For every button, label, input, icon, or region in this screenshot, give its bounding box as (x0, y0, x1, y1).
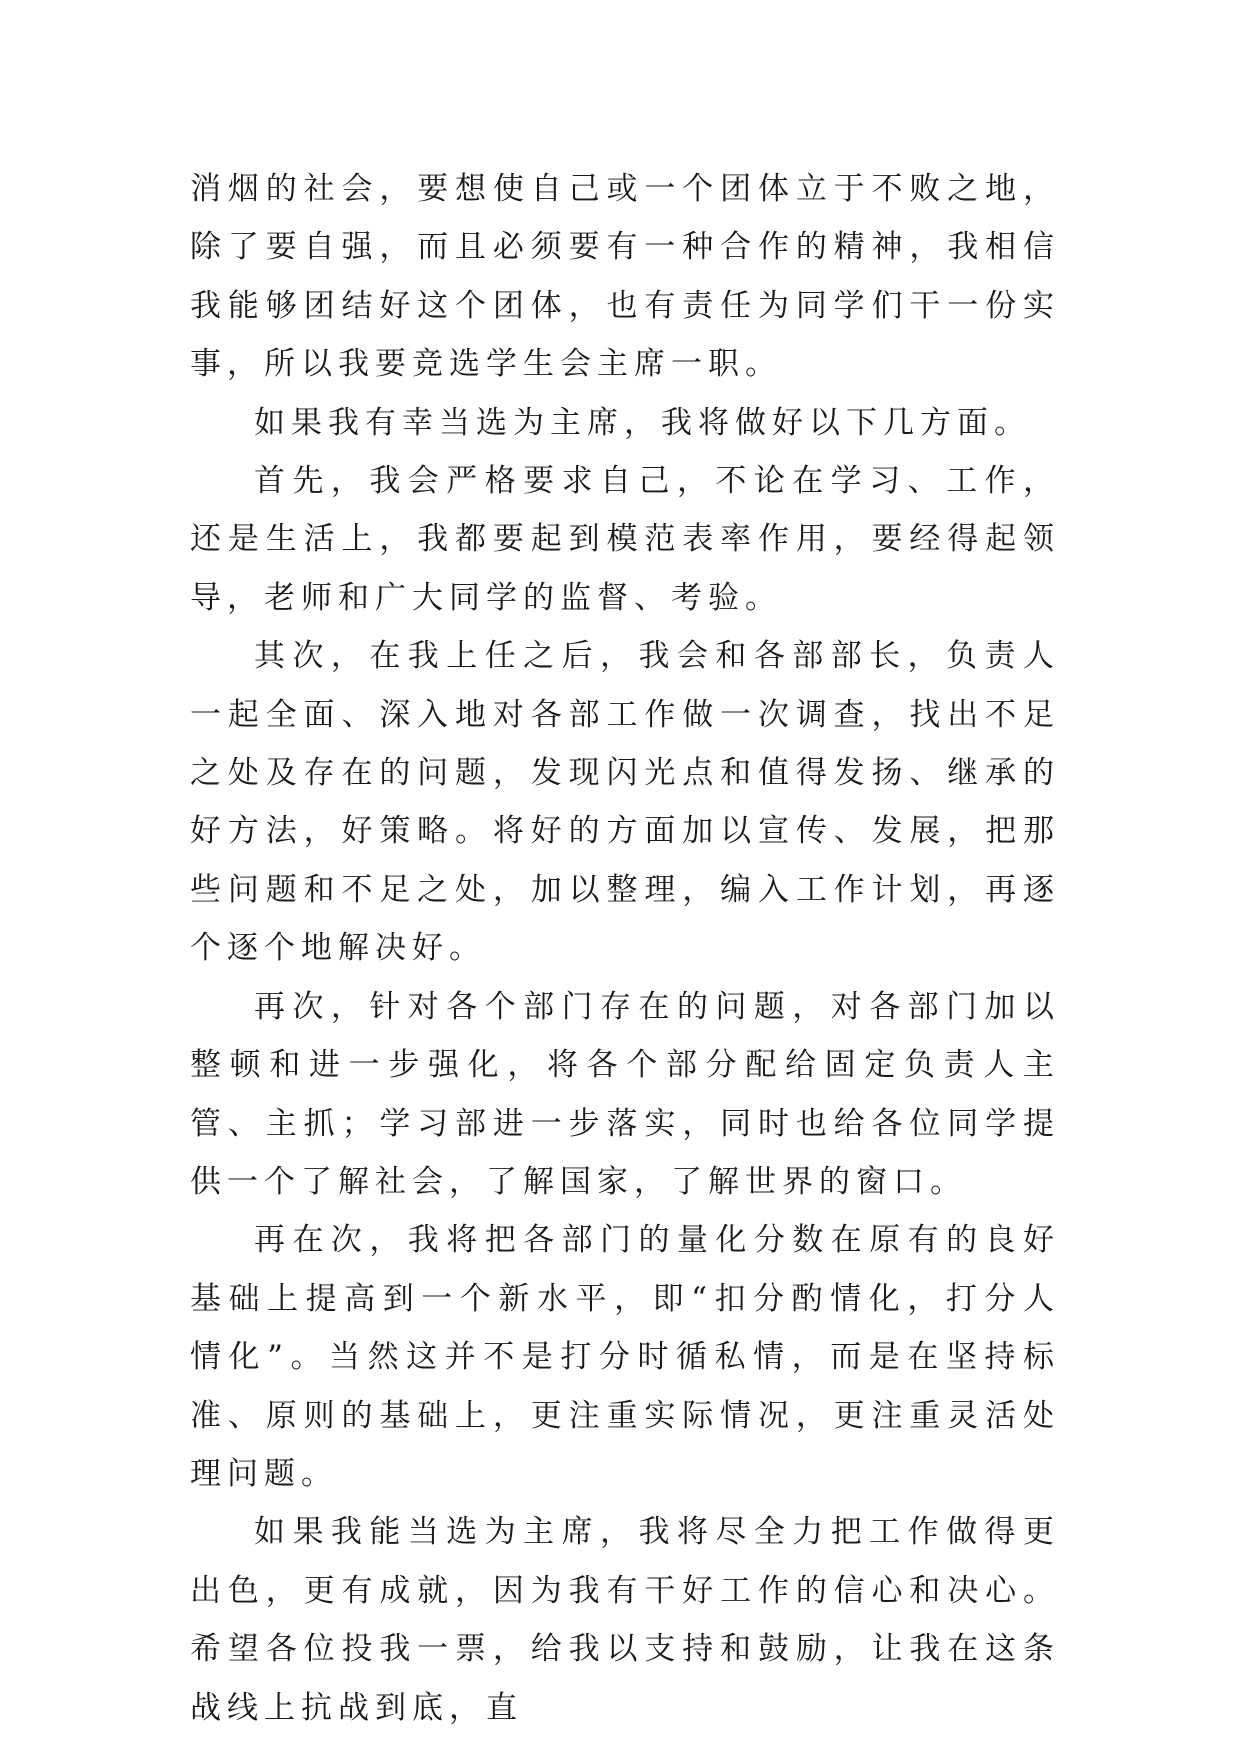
paragraph-continued: 消烟的社会，要想使自己或一个团体立于不败之地，除了要自强，而且必须要有一种合作的精神，我相信我能够团结好这个团体，也有责任为同学们干一份实事，所以我要竞选学生会主席一职。 (190, 171, 1060, 383)
paragraph: 其次，在我上任之后，我会和各部部长，负责人一起全面、深入地对各部工作做一次调查，找出不足之处及存在的问题，发现闪光点和值得发扬、继承的好方法，好策略。将好的方面加以宣传、发展，把那些问题和不足之处，加以整理，编入工作计划，再逐个逐个地解决好。 (190, 638, 1060, 967)
paragraph: 再次，针对各个部门存在的问题，对各部门加以整顿和进一步强化，将各个部分配给固定负责人主管、主抓；学习部进一步落实，同时也给各位同学提供一个了解社会，了解国家，了解世界的窗口。 (190, 988, 1060, 1200)
paragraph: 首先，我会严格要求自己，不论在学习、工作，还是生活上，我都要起到模范表率作用，要经得起领导，老师和广大同学的监督、考验。 (190, 463, 1060, 616)
document-body (190, 160, 1060, 1737)
paragraph: 如果我有幸当选为主席，我将做好以下几方面。 (254, 404, 1031, 441)
paragraph: 如果我能当选为主席，我将尽全力把工作做得更出色，更有成就，因为我有干好工作的信心和决心。希望各位投我一票，给我以支持和鼓励，让我在这条战线上抗战到底，直 (190, 1514, 1060, 1726)
paragraph: 再在次，我将把各部门的量化分数在原有的良好基础上提高到一个新水平，即“扣分酌情化，打分人情化”。当然这并不是打分时循私情，而是在坚持标准、原则的基础上，更注重实际情况，更注重灵活处理问题。 (190, 1222, 1060, 1492)
